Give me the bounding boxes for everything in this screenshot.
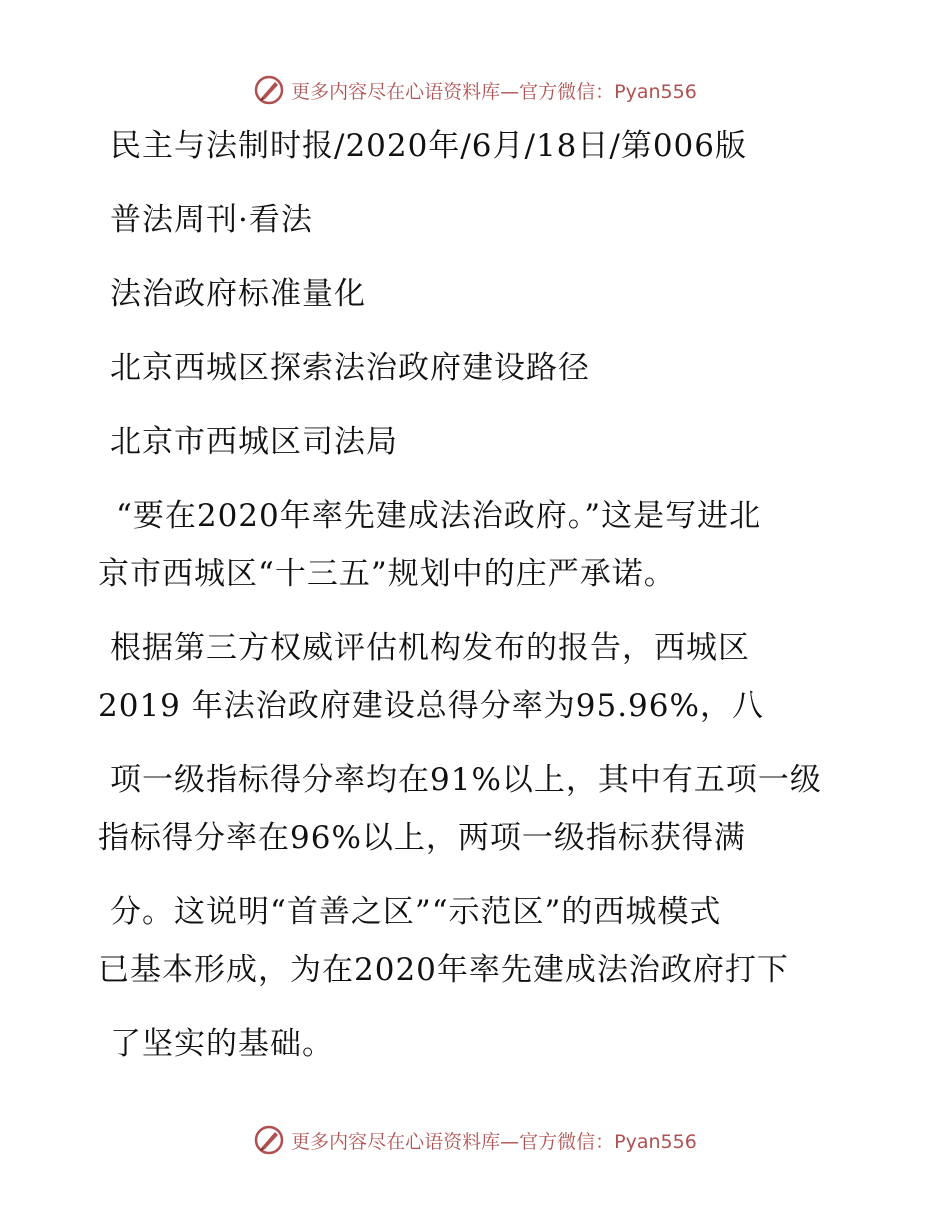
body-line: 已基本形成，为在2020年率先建成法治政府打下 [98, 952, 789, 988]
body-line: 分。这说明“首善之区”“示范区”的西城模式 [110, 894, 722, 930]
body-line: 根据第三方权威评估机构发布的报告，西城区 [110, 630, 750, 666]
body-line: 了坚实的基础。 [110, 1026, 334, 1062]
pen-logo-icon [253, 1124, 285, 1156]
article-author: 北京市西城区司法局 [110, 424, 398, 460]
section-name: 普法周刊·看法 [110, 202, 313, 238]
body-line: “要在2020年率先建成法治政府。”这是写进北 [116, 498, 762, 534]
watermark-text: 更多内容尽在心语资料库—官方微信：Pyan556 [291, 80, 697, 103]
body-line: 指标得分率在96%以上，两项一级指标获得满 [98, 820, 746, 856]
watermark-footer [0, 1120, 950, 1160]
body-line: 2019 年法治政府建设总得分率为95.96%，八 [98, 688, 764, 724]
pen-logo-icon [253, 74, 285, 106]
body-line: 京市西城区“十三五”规划中的庄严承诺。 [98, 556, 676, 592]
article-subtitle: 北京西城区探索法治政府建设路径 [110, 350, 590, 386]
article-title: 法治政府标准量化 [110, 276, 366, 312]
source-line: 民主与法制时报/2020年/6月/18日/第006版 [110, 128, 748, 164]
watermark-header [0, 70, 950, 110]
body-line: 项一级指标得分率均在91%以上，其中有五项一级 [110, 762, 822, 798]
watermark-text: 更多内容尽在心语资料库—官方微信：Pyan556 [291, 1130, 697, 1153]
